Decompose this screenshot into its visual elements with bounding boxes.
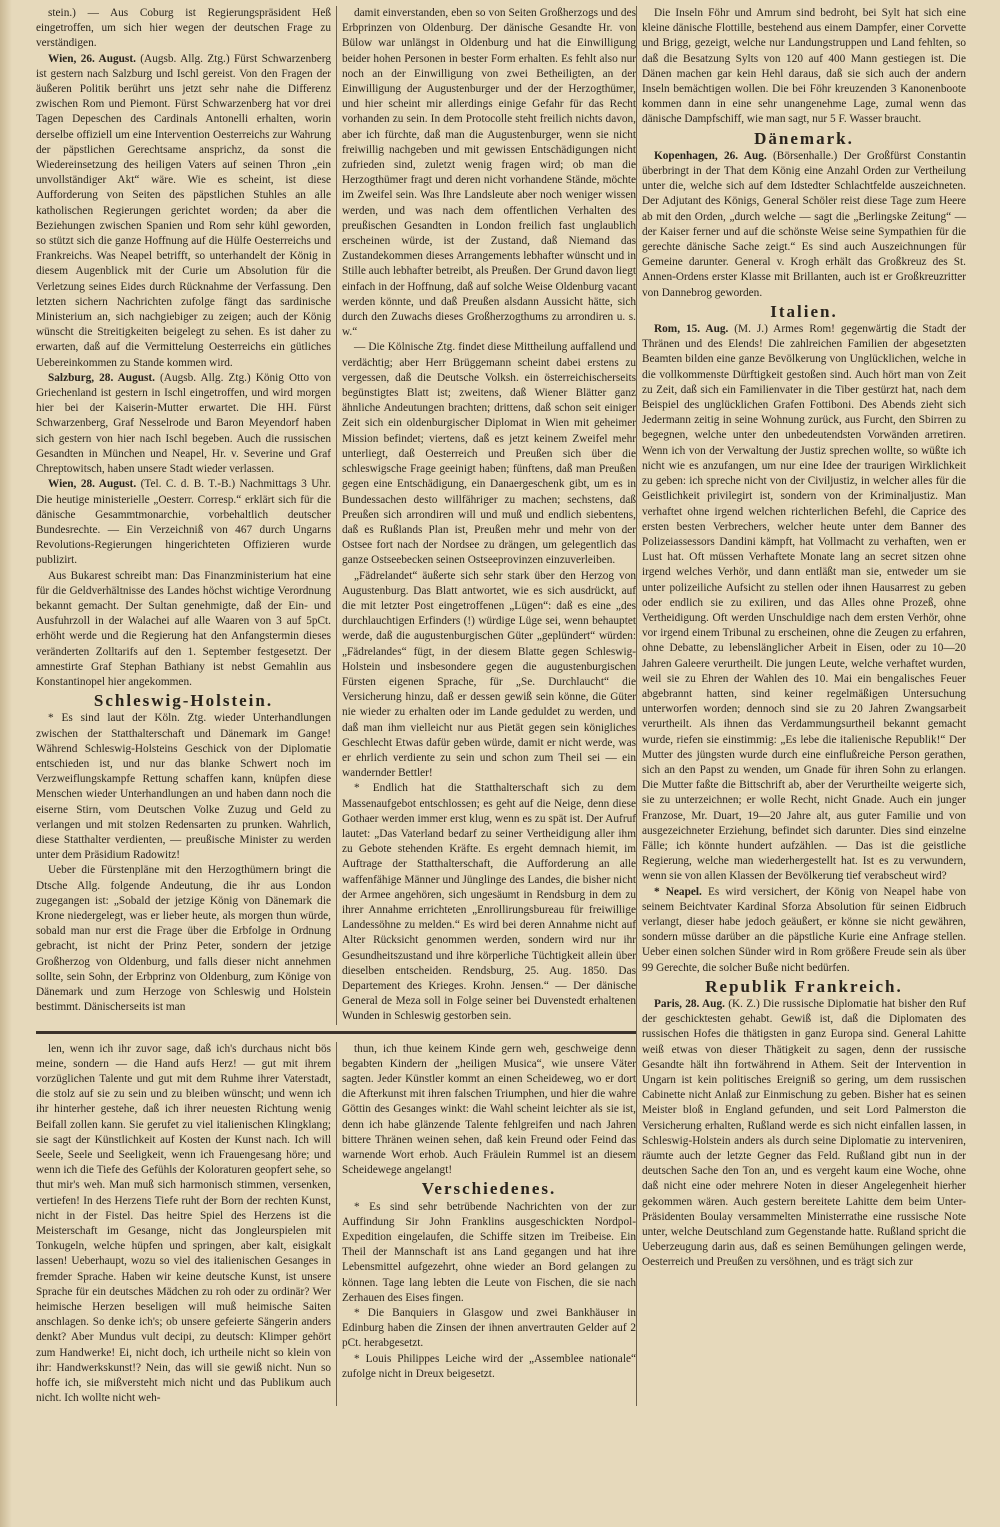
section-heading: Italien. xyxy=(770,301,838,321)
section-heading: Verschiedenes. xyxy=(421,1179,557,1199)
paragraph-text: (Börsenhalle.) Der Großfürst Constantin überbringt in der That dem König eine Anzahl Orden zur Vertheilung unter die, welche sich auf dem Idstedter Schlachtfelde auszeichneten. Der Adjutant des Königs, General Schöler reist diese Tage zum Heere ab mit den Orden, „durch welche — sagt die „Berlingske Zeitung“ — der Kaiser ferner und auf die schönste Weise seine Sympathien für die gerechte dänische Sache zeigt.“ Es sind auch Auszeichnungen für Gemeine darunter. General v. Krogh erhält das Großkreuz des St. Annen-Ordens erster Klasse mit Brillanten, auch ist er Großkreuzritter von Dannebrog geworden. xyxy=(642,149,967,299)
paragraph-text: Die Inseln Föhr und Amrum sind bedroht, bei Sylt hat sich eine kleine dänische Flottille, bestehend aus einem Dampfer, einer Corvette und Brigg, gezeigt, welche nur Landungstruppen und Land fehlten, so daß die Besatzung Sylts von 120 auf 400 Mann gestiegen ist. Die Dänen machen gar kein Hehl daraus, daß sie sich auch der andern Inseln bemächtigen wollen. Die bei Föhr kreuzenden 3 Kanonenboote kommen dann in eine sehr unangenehme Lage, zumal wenn das dänische Dampfschiff, wie man sagt, nur 5 F. Wasser braucht. xyxy=(642,7,966,126)
section-heading: Republik Frankreich. xyxy=(705,976,903,996)
article-paragraph xyxy=(342,1306,636,1352)
article-paragraph xyxy=(642,885,966,976)
column-3 xyxy=(636,6,966,1406)
feuilleton-column-1 xyxy=(36,1042,336,1407)
section-heading: Schleswig-Holstein. xyxy=(93,691,274,711)
paragraph-text: len, wenn ich ihr zuvor sage, daß ich's durchaus nicht bös meine, sondern — die Hand aufs Herz! — gut mit ihrem vorzüglichen Talente und gut mit dem Ruhme ihrer Vaterstadt, die stolz auf sie zu sein und zu bleiben wünscht; und wenn ich ihr hinterher gestehe, daß ich ihrer neuesten Richtung wenig Beifall zollen kann. Sie gerufet zu viel italienischen Klingklang; sie sagt der Künstlichkeit auf Kosten der Kunst nach. Ich will Seele, Seele und Seeligkeit, wenn ich Frauengesang höre; und wenn ich die Tiefe des Gefühls der Koloraturen geopfert sehe, so thut mir's weh. Man muß sich harmonisch stimmen, versenken, vertiefen! In des Herzens Tiefe ruht der Born der rechten Kunst, nicht in der Fistel. Das heitre Spiel des Herzens ist die Meisterschaft im Gesange, nicht das Jongleurspielen mit Tonkugeln, welche hüpfen und springen, aber kalt, eisigkalt lassen! Ueberhaupt, wozu so viel des italienischen Gesanges in fremder Sprache. Haben wir keine deutsche Kunst, ist unsere Sprache für ein deutsches Mädchen zu roh oder zu ordinär? Wer heimische Herzen beseligen will muß heimische Saiten anschlagen. So denke ich's; ob unsere gefeierte Sängerin anders denkt? Aber Mundus vult decipi, zu deutsch: Klimper gehört zum Handwerke! Ei, nicht doch, ich urtheile nicht so klein von ihr: Handwerkskunst!? Nein, das will sie gewiß nicht. Nun so hoffe ich, sie mißversteht mich nicht und das Publikum auch nicht. Ich wollte nicht weh- xyxy=(36,1042,331,1405)
dateline: * Neapel. xyxy=(654,885,702,898)
article-paragraph xyxy=(342,1352,636,1382)
article-paragraph xyxy=(342,340,636,568)
article-paragraph xyxy=(342,569,636,782)
paragraph-text: * Es sind sehr betrübende Nachrichten von der zur Auffindung Sir John Franklins ausgeschickten Nordpol-Expedition eingelaufen, die Schiffe sitzen im Treibeise. Ein Theil der Mannschaft ist ans Land gegangen und hat ihre Lebensmittel aufgezehrt, ohne wieder an Bord gelangen zu können. Tage lang lebten die Leute von Fischen, die sie nach Zerhauen des Eises fingen. xyxy=(342,1200,636,1304)
feuilleton-column-2 xyxy=(336,1042,636,1407)
article-paragraph xyxy=(642,6,966,128)
left-section xyxy=(36,6,636,1406)
dateline: Wien, 28. August. xyxy=(48,478,137,491)
dateline: Salzburg, 28. August. xyxy=(48,371,156,384)
paragraph-text: * Endlich hat die Statthalterschaft sich zu dem Massenaufgebot entschlossen; es geht auf die Neige, denn diese Gothaer werden immer erst klug, wenn es zu spät ist. Der Aufruf lautet: „Das Vaterland bedarf zu seiner Vertheidigung aller ihm zu Gebote stehenden Kräfte. Es ergeht demnach hiemit, im Auftrage der Statthalterschaft, die Aufforderung an alle waffenfähige Männer und Jünglinge des Landes, die bisher nicht der Armee angehören, sich ungesäumt in Rendsburg in dem zu ihrer Annahme errichteten „Enrollirungsbureau für freiwillige Landessöhne zu melden.“ Es wird bei deren Annahme nicht auf Alter Rücksicht genommen werden, sondern wird nur ihr Gesundheitszustand und ihre körperliche Tüchtigkeit allein über dieselben entscheiden. Rendsburg, 25. Aug. 1850. Das Departement des Krieges. Krohn. Jensen.“ — Der dänische General de Meza soll in Folge seiner bei Duvenstedt erhaltenen Wunden in Schleswig gestorben sein. xyxy=(342,782,636,1023)
paragraph-text: — Die Kölnische Ztg. findet diese Mittheilung auffallend und verdächtig; aber Herr Brüggemann scheint dabei erstens zu vergessen, daß die Deutsche Volksh. ein österreichischerseits begünstigtes Blatt ist; zweitens, daß Wiener Blätter ganz ähnliche Andeutungen brachten; drittens, daß schon seit einiger Zeit sich ein oldenburgischer Diplomat in Wien mit geheimer Mission befindet; viertens, daß es jetzt keinem Zweifel mehr unterliegt, daß Oesterreich und Preußen sich über die schleswigsche Frage geeinigt haben; fünftens, daß man Preußen gegen eine Entschädigung, ein Danaergeschenk gibt, um es in Bundessachen desto willfähriger zu machen; sechstens, daß Preußen sich arrondiren will und muß und endlich siebentens, daß es Rußlands Plan ist, Preußen mehr und mehr von der Ostsee fort nach der Nordsee zu drängen, um gelegentlich das ganze Ostseebecken seinen Ostseeprovinzen einzuverleiben. xyxy=(342,341,636,567)
feuilleton xyxy=(36,1042,636,1407)
article-paragraph xyxy=(642,997,966,1271)
paragraph-text: (Augsb. Allg. Ztg.) Fürst Schwarzenberg ist gestern nach Salzburg und Ischl gereist. Von den Fragen der äußeren Politik berührt uns jetzt sehr nahe die Differenz zwischen Rom und Piemont. Fürst Schwarzenberg hat vor drei Tagen Depeschen des Cardinals Antonelli erhalten, worin derselbe offiziell um eine Intervention Oesterreichs zur Wahrung der päpstlichen Gerechtsame ansprichz, da sonst die Wiedereinsetzung des heiligen Vaters auf seinen Thron „ein unvollständiger Akt“ wäre. Wie es scheint, ist diese Aufforderung von Seiten des päpstlichen Stuhles an alle katholischen Regierungen gerichtet worden; da aber die Beziehungen zwischen Spanien und Rom sehr kühl geworden, so stützt sich die ganze Hoffnung auf die Hülfe Oesterreichs und Frankreichs. Was Neapel betrifft, so unterhandelt der König in diesem Augenblick mit der Curie um Absolution für die Verletzung seines Eides durch Rücknahme der Verfassung. Den letzten sichern Nachrichten zufolge fängt das sardinische Ministerium an, sich nachgiebiger zu zeigen; auch der König wünscht die Streitigkeiten beigelegt zu sehen. Es ist daher zu erwarten, daß auf die Vermittelung Oesterreichs ein gütliches Uebereinkommen zu Stande kommen wird. xyxy=(36,52,331,369)
article-paragraph xyxy=(642,322,966,885)
section-heading: Dänemark. xyxy=(754,128,854,148)
paragraph-text: Es wird versichert, der König von Neapel habe von seinem Beichtvater Kardinal Sforza Absolution für seinen Eidbruch verlangt, dieser habe jedoch geäußert, er könne sie nicht gewähren, sondern müsse darüber an die päpstliche Kurie eine Anfrage stellen. Ueber einen solchen Sünder wird in Rom größere Freude sein als über 99 Gerechte, die solcher Buße nicht bedürfen. xyxy=(642,885,966,974)
article-paragraph xyxy=(36,52,331,371)
paragraph-text: Ueber die Fürstenpläne mit den Herzogthümern bringt die Dtsche Allg. folgende Andeutung, die ihr aus London zugegangen ist: „Sobald der jetzige König von Dänemark die Krone niedergelegt, was er lieber heute, als morgen thun würde, sobald man nur erst die Frage über die Erbfolge in Ordnung gebracht, ist nicht der Prinz Peter, sondern der jetzige Großherzog von Oldenburg, und falls dieser nicht annehmen sollte, sein Sohn, der Erbprinz von Oldenburg, zum Könige von Dänemark und zum Herzoge von Schleswig und Holstein bestimmt. Dänischerseits ist man xyxy=(36,864,331,1014)
paragraph-text: * Es sind laut der Köln. Ztg. wieder Unterhandlungen zwischen der Statthalterschaft und Dänemark im Gange! Während Schleswig-Holsteins Geschick von der Diplomatie entschieden ist, und nur das blanke Schwert noch im Verzweiflungskampfe Rettung schaffen kann, knüpfen diese Menschen wieder Unterhandlungen an und haben dann noch die eiserne Stirn, vom Deutschen Volke Zuzug und Geld zu verlangen und mit stolzen Redensarten zu prunken. Wahrlich, diese Statthalter verdienten, — preußische Minister zu werden unter dem Präsidium Radowitz! xyxy=(36,712,331,862)
article-paragraph xyxy=(36,711,331,863)
page-edge-shadow xyxy=(0,0,12,1527)
article-paragraph xyxy=(36,477,331,568)
dateline: Kopenhagen, 26. Aug. xyxy=(654,149,767,162)
paragraph-text: (Tel. C. d. B. T.-B.) Nachmittags 3 Uhr. Die heutige ministerielle „Oesterr. Corresp.“ erklärt sich für die dänische Gesammtmonarchie, vorbehaltlich deutscher Bundesrechte. — Ein Verzeichniß von 467 durch Ungarns Revolutions-Regierungen hingerichteten Offizieren wurde publizirt. xyxy=(36,478,331,567)
dateline: Rom, 15. Aug. xyxy=(654,323,729,336)
paragraph-text: (M. J.) Armes Rom! gegenwärtig die Stadt der Thränen und des Elends! Die zahlreichen Familien der abgesetzten Beamten bilden eine ganze Bevölkerung von Unglücklichen, welche in die vollkommenste Dürftigkeit gestoßen sind. Auch hört man von Zeit zu Zeit, daß sich ein Familienvater in die Tiber gestürzt hat, nach dem Beispiel des unglücklichen Grafen Fottiboni. Des Abends zieht sich Jedermann zeitig in seine Wohnung zurück, aus Furcht, den Sbirren zu begegnen, welche unter den unbedeutendsten Vorwänden arretiren. Wenn ich von der Verwaltung der Justiz sprechen wollte, so wüßte ich nicht wie es anzufangen, um nur eine Idee der traurigen Wirklichkeit zu geben: ich spreche nicht von der Civiljustiz, in welcher alles für die Geistlichkeit privilegirt ist, sondern von der Kriminaljustiz. Man verhaftet ohne irgend welchen richterlichen Befehl, die Caprice des ersten besten Verbrechers, welcher heute unter dem Banner des Polizeiassessors Dandini kämpft, hat Vollmacht zu verhaften, wen er Lust hat. Oft müssen Verhaftete Monate lang an secret sitzen ohne irgend welches Verhör, und dann entläßt man sie, entweder um sie unter polizeiliche Aufsicht zu stellen oder ihnen Hausarrest zu geben oder endlich sie zu exiliren, und das Alles ohne Prozeß, ohne Vertheidigung. Oft werden Unschuldige nach dem ersten Verhör, ohne vor irgend einem Tribunal zu erscheinen, ohne die Zeugen zu erfahren, ohne Debatte, zu lebenslänglicher Arbeit in Eisen, oder zu 10—20 Jahren Galeere verurtheilt. Die jungen Leute, welche verhaftet wurden, weil sie zu Ehren der Wahlen des 10. Mai ein bengalisches Feuer abgebrannt hatten, sind keiner regelmäßigen Untersuchung unterworfen worden; dennoch sind sie zu 20 Jahren Zwangsarbeit verurtheilt. Als ihnen das Verdammungsurtheil bekannt gemacht wurde, riefen sie einstimmig: „Es lebe die italienische Republik!“ Der Mutter des jüngsten wurde durch eine einflußreiche Person gerathen, sich an den Papst zu wenden, um Gnade für ihren Sohn zu erlangen. Die Mutter faßte die Bittschrift ab, aber der Verurtheilte weigerte sich, sie zu unterzeichnen; er wolle Recht, nicht Gnade. Auch ein junger Franzose, Mr. Duart, 19—20 Jahre alt, aus guter Familie und von ausgezeichneter Erziehung, befindet sich darunter. Dies sind einzelne Fälle; ich könnte hundert aufzählen. — Das ist die geistliche Regierung, welche man wiederhergestellt hat. Ist es zu verwundern, wenn sie von allen Klassen der Bevölkerung tief verabscheut wird? xyxy=(642,323,966,883)
article-paragraph xyxy=(36,1042,331,1407)
article-paragraph xyxy=(36,569,331,691)
paragraph-text: * Die Banquiers in Glasgow und zwei Bankhäuser in Edinburg haben die Zinsen der ihnen anvertrauten Gelder auf 2 pCt. herabgesetzt. xyxy=(342,1307,636,1350)
paragraph-text: stein.) — Aus Coburg ist Regierungspräsident Heß eingetroffen, um sich hier wegen der deutschen Frage zu verständigen. xyxy=(36,7,331,50)
paragraph-text: „Fädrelandet“ äußerte sich sehr stark über den Herzog von Augustenburg. Das Blatt antwortet, wie es sich ausdrückt, auf die mit letzter Post eingetroffenen „Lügen“: daß es eine „des durchlauchtigen Erfinders (!) würdige Lüge sei, wenn behauptet werde, daß die augustenburgischen Güter „geplündert“ würden: „Fädrelandes“ fügt, in der diesem Blatte gegen Schleswig-Holstein und insbesondere gegen die augustenburgischen Fürsten eigenen Sprache, für „Se. Durchlaucht“ die Versicherung hinzu, daß er dessen gewiß sein könne, die Güter nie wieder zu erhalten oder im Lande geduldet zu werden, und daß man ihm vielleicht nur aus Pietät gegen sein königliches Geschlecht Etwas dafür geben würde, damit er nicht werde, was er ehrlich verdiente zu sein und schon zum Theil sei — ein wandernder Bettler! xyxy=(342,569,636,780)
paragraph-text: * Louis Philippes Leiche wird der „Assemblee nationale“ zufolge nicht in Dreux beigesetzt. xyxy=(342,1352,636,1380)
article-paragraph xyxy=(36,863,331,1015)
column-1 xyxy=(36,6,336,1025)
column-2 xyxy=(336,6,636,1025)
paragraph-text: (Augsb. Allg. Ztg.) König Otto von Griechenland ist gestern in Ischl eingetroffen, und wird morgen hier bei der Kaiserin-Mutter erwartet. Die HH. Fürst Schwarzenberg, Graf Nesselrode und Baron Meyendorf haben sich gestern von hier nach Ischl begeben. Auch die russischen Gesandten in München und Neapel, Hr. v. Severine und Graf Chreptowitsch, haben unsere Stadt wieder verlassen. xyxy=(36,371,331,476)
article-paragraph xyxy=(342,781,636,1024)
article-paragraph xyxy=(36,371,331,477)
article-paragraph xyxy=(342,1200,636,1306)
paragraph-text: (K. Z.) Die russische Diplomatie hat bisher den Ruf der geschicktesten gehabt. Gewiß ist, daß die Diplomaten des russischen Hofes die thätigsten in ganz Europa sind. General Lahitte weiß etwas von dieser Thätigkeit zu sagen, denn der russische Gesandte hält ihn fortwährend in Athem. Seit der Intervention in Ungarn ist kein politisches Ereigniß so gering, um dem russischen Cabinette nicht Anlaß zur Einmischung zu geben. Bisher hat es seinen Meister bloß in England gefunden, und seit Lord Palmerston die Versicherung erhalten, Rußland werde es sich nicht einfallen lassen, in Schleswig-Holstein anders als durch seine Diplomatie zu interveniren, räumte auch der letzte Gegner das Feld. Rußland gibt nun in der deutschen Sache den Ton an, und es vergeht kaum eine Woche, ohne daß nicht eine oder mehrere Noten in dieser Angelegenheit hierher gekommen wären. Auch gestern bereitete Lahitte dem beim Unter-Präsidenten Boulay versammelten Ministerrathe eine russische Note unter, welche Deutschland zum Gegenstande hatte. Rußland spricht die Ueberzeugung darin aus, daß es seinen Bemühungen gelingen werde, Oesterreich und Preußen zu versöhnen, und es trägt sich zur xyxy=(642,998,966,1269)
article-paragraph xyxy=(342,6,636,340)
article-paragraph xyxy=(36,6,331,52)
dateline: Wien, 26. August. xyxy=(48,52,136,65)
feuilleton-rule xyxy=(36,1031,636,1034)
article-paragraph xyxy=(342,1042,636,1179)
paragraph-text: Aus Bukarest schreibt man: Das Finanzministerium hat eine für die Geldverhältnisse des Landes höchst wichtige Verordnung bekannt gemacht. Der Sultan genehmigte, daß der Ein- und Ausfuhrzoll in der Walachei auf alle Waaren von 3 auf 5pCt. erhöht werde und die Regierung hat den Anfangstermin dieses veränderten Zolltarifs auf den 1. September festgesetzt. Der amnestirte Graf Stephan Bathiany ist nebst Gemahlin aus Konstantinopel hier angekommen. xyxy=(36,569,331,688)
paragraph-text: thun, ich thue keinem Kinde gern weh, geschweige denn begabten Kindern der „heiligen Musica“, wie unsere Väter sagten. Jeder Künstler kommt an einen Scheideweg, wo er dort die Afterkunst mit ihren falschen Triumphen, und hier die wahre Göttin des Gesanges winkt: die Wahl scheint leichter als sie ist, denn ich habe glänzende Talente fehlgreifen und nach Jahren bittere Thränen weinen sehen, daß kein Freund oder Feind das warnende Wort erhob. Auch Fräulein Rummel ist an diesem Scheidewege angelangt! xyxy=(342,1042,636,1177)
top-articles xyxy=(36,6,636,1025)
paragraph-text: damit einverstanden, eben so von Seiten Großherzogs und des Erbprinzen von Oldenburg. Der dänische Gesandte Hr. von Bülow war unlängst in Oldenburg und hat die Einwilligung beider hohen Personen in bester Form erhalten. Es fehlt also nur noch an der Einwilligung von zwei Betheiligten, an der Einwilligung der Augustenburger und der der Herzogthümer, und hier scheint mir allerdings einige Gefahr für das Recht vorhanden zu sein. In dem Protocolle steht freilich nichts davon, aber ich fürchte, daß man die Augustenburger, wenn sie nicht freiwillig nachgeben und mit gewissen Entschädigungen nicht zufrieden sind, zuletzt wenig fragen wird; ob man die Herzogthümer fragt und deren nicht vorhandene Stände, möchte im Zweifel sein. Was Ihre Landsleute aber noch weniger wissen werden, und was nach dem offentlichen Verhalten des preußischen Gesandten in London freilich fast unglaublich erscheinen würde, ist der Zustand, daß Niemand das Zustandekommen dieses Arrangements lebhafter wünscht und in Stille auch lebhafter betreibt, als Preußen. Der Grund davon liegt einfach in der Hoffnung, daß auf solche Weise Oldenburg vacant werden könnte, und daß Preußen alsdann Aussicht hätte, sich durch den Zuwachs dieses Großherzogthums zu arrondiren u. s. w.“ xyxy=(342,7,636,339)
article-paragraph xyxy=(642,149,966,301)
dateline: Paris, 28. Aug. xyxy=(654,998,725,1010)
